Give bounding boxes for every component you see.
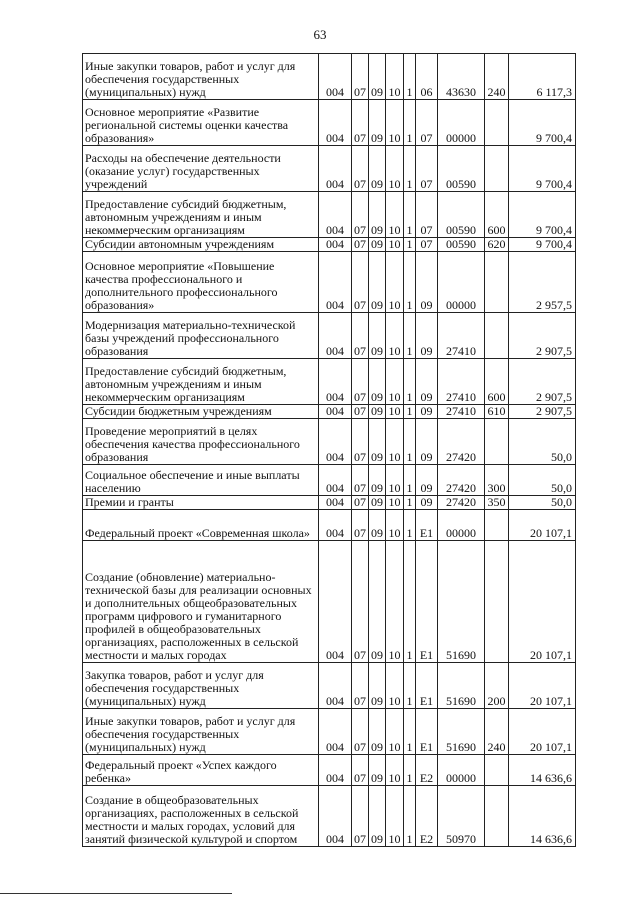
cell-pr: 09 — [369, 100, 386, 146]
page-number: 63 — [313, 27, 327, 42]
cell-p1: 10 — [386, 405, 404, 419]
cell-pr: 09 — [369, 192, 386, 238]
cell-p1: 10 — [386, 238, 404, 252]
cell-ved: 004 — [319, 100, 352, 146]
cell-p3: 07 — [416, 192, 438, 238]
cell-p1: 10 — [386, 359, 404, 405]
cell-sum: 50,0 — [509, 496, 576, 510]
cell-p4: 51690 — [438, 541, 485, 663]
cell-sum: 9 700,4 — [509, 146, 576, 192]
cell-ved: 004 — [319, 496, 352, 510]
row-name: Создание (обновление) материально-технической базы для реализации основных и дополнительных общеобразовательных программ цифрового и гуманитарного профилей в общеобразовательных организациях, расположенных в сельской местности и малых городах — [83, 541, 319, 663]
cell-p4: 27420 — [438, 496, 485, 510]
cell-p1: 10 — [386, 465, 404, 496]
bottom-rule — [0, 893, 232, 894]
cell-pr: 09 — [369, 359, 386, 405]
row-name: Федеральный проект «Современная школа» — [83, 510, 319, 541]
cell-vr — [485, 252, 509, 313]
cell-p2: 1 — [404, 755, 416, 786]
cell-p3: E2 — [416, 786, 438, 847]
cell-p2: 1 — [404, 146, 416, 192]
cell-p4: 00000 — [438, 100, 485, 146]
cell-p2: 1 — [404, 510, 416, 541]
cell-p4: 00590 — [438, 146, 485, 192]
cell-rz: 07 — [352, 419, 369, 465]
table-row — [83, 252, 576, 313]
cell-rz: 07 — [352, 709, 369, 755]
cell-rz: 07 — [352, 313, 369, 359]
cell-p2: 1 — [404, 252, 416, 313]
row-name: Предоставление субсидий бюджетным, автономным учреждениям и иным некоммерческим организациям — [83, 359, 319, 405]
cell-p1: 10 — [386, 496, 404, 510]
cell-p4: 00000 — [438, 252, 485, 313]
cell-ved: 004 — [319, 252, 352, 313]
cell-rz: 07 — [352, 238, 369, 252]
row-name: Закупка товаров, работ и услуг для обеспечения государственных (муниципальных) нужд — [83, 663, 319, 709]
cell-ved: 004 — [319, 465, 352, 496]
cell-rz: 07 — [352, 359, 369, 405]
cell-ved: 004 — [319, 786, 352, 847]
table-row — [83, 238, 576, 252]
table-row — [83, 100, 576, 146]
cell-pr: 09 — [369, 419, 386, 465]
cell-p2: 1 — [404, 786, 416, 847]
cell-sum: 20 107,1 — [509, 510, 576, 541]
cell-sum: 20 107,1 — [509, 541, 576, 663]
cell-rz: 07 — [352, 663, 369, 709]
cell-ved: 004 — [319, 405, 352, 419]
cell-p3: 09 — [416, 419, 438, 465]
cell-ved: 004 — [319, 510, 352, 541]
cell-rz: 07 — [352, 755, 369, 786]
cell-ved: 004 — [319, 192, 352, 238]
cell-vr — [485, 510, 509, 541]
table-row — [83, 541, 576, 663]
cell-p2: 1 — [404, 496, 416, 510]
cell-pr: 09 — [369, 313, 386, 359]
cell-sum: 2 907,5 — [509, 313, 576, 359]
cell-p1: 10 — [386, 100, 404, 146]
cell-ved: 004 — [319, 146, 352, 192]
cell-p1: 10 — [386, 755, 404, 786]
cell-vr — [485, 541, 509, 663]
row-name: Иные закупки товаров, работ и услуг для обеспечения государственных (муниципальных) нужд — [83, 54, 319, 100]
table-row — [83, 663, 576, 709]
cell-p1: 10 — [386, 709, 404, 755]
table-row — [83, 419, 576, 465]
row-name: Премии и гранты — [83, 496, 319, 510]
cell-p1: 10 — [386, 54, 404, 100]
cell-sum: 9 700,4 — [509, 238, 576, 252]
cell-p1: 10 — [386, 541, 404, 663]
cell-ved: 004 — [319, 54, 352, 100]
cell-vr: 600 — [485, 192, 509, 238]
cell-pr: 09 — [369, 786, 386, 847]
row-name: Основное мероприятие «Развитие региональной системы оценки качества образования» — [83, 100, 319, 146]
cell-pr: 09 — [369, 405, 386, 419]
cell-vr — [485, 419, 509, 465]
cell-rz: 07 — [352, 146, 369, 192]
row-name: Предоставление субсидий бюджетным, автономным учреждениям и иным некоммерческим организациям — [83, 192, 319, 238]
cell-p3: 09 — [416, 313, 438, 359]
cell-p4: 51690 — [438, 709, 485, 755]
cell-p1: 10 — [386, 313, 404, 359]
cell-vr — [485, 146, 509, 192]
cell-vr: 600 — [485, 359, 509, 405]
cell-ved: 004 — [319, 238, 352, 252]
cell-p3: 07 — [416, 146, 438, 192]
cell-sum: 50,0 — [509, 419, 576, 465]
cell-pr: 09 — [369, 54, 386, 100]
cell-p2: 1 — [404, 359, 416, 405]
row-name: Расходы на обеспечение деятельности (оказание услуг) государственных учреждений — [83, 146, 319, 192]
cell-pr: 09 — [369, 755, 386, 786]
cell-pr: 09 — [369, 510, 386, 541]
table-row — [83, 496, 576, 510]
cell-ved: 004 — [319, 663, 352, 709]
cell-p1: 10 — [386, 786, 404, 847]
row-name: Субсидии автономным учреждениям — [83, 238, 319, 252]
row-name: Создание в общеобразовательных организациях, расположенных в сельской местности и малых городах, условий для занятий физической культурой и спортом — [83, 786, 319, 847]
cell-p3: E2 — [416, 755, 438, 786]
cell-p1: 10 — [386, 192, 404, 238]
cell-p2: 1 — [404, 238, 416, 252]
cell-p3: 09 — [416, 496, 438, 510]
budget-table — [82, 53, 576, 847]
cell-p3: 09 — [416, 252, 438, 313]
cell-rz: 07 — [352, 100, 369, 146]
table-row — [83, 465, 576, 496]
row-name: Субсидии бюджетным учреждениям — [83, 405, 319, 419]
cell-p2: 1 — [404, 54, 416, 100]
table-row — [83, 359, 576, 405]
cell-sum: 9 700,4 — [509, 192, 576, 238]
cell-pr: 09 — [369, 663, 386, 709]
cell-p4: 27420 — [438, 419, 485, 465]
cell-p1: 10 — [386, 252, 404, 313]
cell-ved: 004 — [319, 755, 352, 786]
row-name: Социальное обеспечение и иные выплаты населению — [83, 465, 319, 496]
cell-p1: 10 — [386, 663, 404, 709]
row-name: Федеральный проект «Успех каждого ребенка» — [83, 755, 319, 786]
cell-p3: E1 — [416, 510, 438, 541]
cell-pr: 09 — [369, 709, 386, 755]
row-name: Модернизация материально-технической базы учреждений профессионального образования — [83, 313, 319, 359]
cell-rz: 07 — [352, 510, 369, 541]
cell-sum: 14 636,6 — [509, 786, 576, 847]
table-row — [83, 786, 576, 847]
cell-pr: 09 — [369, 465, 386, 496]
row-name: Основное мероприятие «Повышение качества профессионального и дополнительного профессионального образования» — [83, 252, 319, 313]
cell-sum: 2 957,5 — [509, 252, 576, 313]
cell-vr: 200 — [485, 663, 509, 709]
cell-p4: 50970 — [438, 786, 485, 847]
cell-vr: 240 — [485, 709, 509, 755]
cell-rz: 07 — [352, 541, 369, 663]
cell-pr: 09 — [369, 238, 386, 252]
cell-p4: 27420 — [438, 465, 485, 496]
cell-sum: 20 107,1 — [509, 709, 576, 755]
cell-vr: 350 — [485, 496, 509, 510]
cell-vr: 300 — [485, 465, 509, 496]
cell-ved: 004 — [319, 541, 352, 663]
cell-pr: 09 — [369, 252, 386, 313]
cell-vr: 240 — [485, 54, 509, 100]
row-name: Иные закупки товаров, работ и услуг для обеспечения государственных (муниципальных) нужд — [83, 709, 319, 755]
cell-ved: 004 — [319, 359, 352, 405]
cell-sum: 14 636,6 — [509, 755, 576, 786]
cell-p2: 1 — [404, 709, 416, 755]
cell-sum: 2 907,5 — [509, 359, 576, 405]
cell-vr: 620 — [485, 238, 509, 252]
cell-p2: 1 — [404, 405, 416, 419]
cell-rz: 07 — [352, 405, 369, 419]
cell-p3: 09 — [416, 465, 438, 496]
cell-vr — [485, 313, 509, 359]
cell-p2: 1 — [404, 192, 416, 238]
cell-rz: 07 — [352, 252, 369, 313]
cell-p4: 00000 — [438, 510, 485, 541]
cell-p2: 1 — [404, 465, 416, 496]
cell-vr — [485, 755, 509, 786]
cell-sum: 6 117,3 — [509, 54, 576, 100]
cell-p3: 06 — [416, 54, 438, 100]
row-name: Проведение мероприятий в целях обеспечения качества профессионального образования — [83, 419, 319, 465]
cell-p3: E1 — [416, 541, 438, 663]
table-row — [83, 54, 576, 100]
cell-p1: 10 — [386, 146, 404, 192]
cell-p3: 07 — [416, 238, 438, 252]
cell-p1: 10 — [386, 419, 404, 465]
cell-rz: 07 — [352, 496, 369, 510]
cell-sum: 2 907,5 — [509, 405, 576, 419]
cell-p3: E1 — [416, 663, 438, 709]
cell-p4: 00000 — [438, 755, 485, 786]
cell-ved: 004 — [319, 709, 352, 755]
cell-p2: 1 — [404, 663, 416, 709]
cell-pr: 09 — [369, 496, 386, 510]
table-row — [83, 192, 576, 238]
cell-sum: 50,0 — [509, 465, 576, 496]
cell-ved: 004 — [319, 419, 352, 465]
cell-ved: 004 — [319, 313, 352, 359]
cell-pr: 09 — [369, 541, 386, 663]
table-row — [83, 709, 576, 755]
cell-rz: 07 — [352, 54, 369, 100]
cell-p4: 43630 — [438, 54, 485, 100]
cell-p2: 1 — [404, 419, 416, 465]
cell-vr — [485, 786, 509, 847]
cell-p4: 27410 — [438, 405, 485, 419]
cell-p3: E1 — [416, 709, 438, 755]
cell-p1: 10 — [386, 510, 404, 541]
cell-pr: 09 — [369, 146, 386, 192]
cell-rz: 07 — [352, 786, 369, 847]
cell-rz: 07 — [352, 465, 369, 496]
cell-p4: 00590 — [438, 238, 485, 252]
cell-rz: 07 — [352, 192, 369, 238]
table-row — [83, 313, 576, 359]
table-row — [83, 510, 576, 541]
cell-p4: 51690 — [438, 663, 485, 709]
table-row — [83, 755, 576, 786]
cell-p3: 09 — [416, 405, 438, 419]
table-row — [83, 146, 576, 192]
cell-sum: 20 107,1 — [509, 663, 576, 709]
table-row — [83, 405, 576, 419]
cell-vr — [485, 100, 509, 146]
cell-p4: 27410 — [438, 359, 485, 405]
cell-p2: 1 — [404, 313, 416, 359]
cell-p4: 00590 — [438, 192, 485, 238]
cell-sum: 9 700,4 — [509, 100, 576, 146]
cell-p3: 09 — [416, 359, 438, 405]
cell-vr: 610 — [485, 405, 509, 419]
cell-p3: 07 — [416, 100, 438, 146]
cell-p4: 27410 — [438, 313, 485, 359]
cell-p2: 1 — [404, 541, 416, 663]
cell-p2: 1 — [404, 100, 416, 146]
